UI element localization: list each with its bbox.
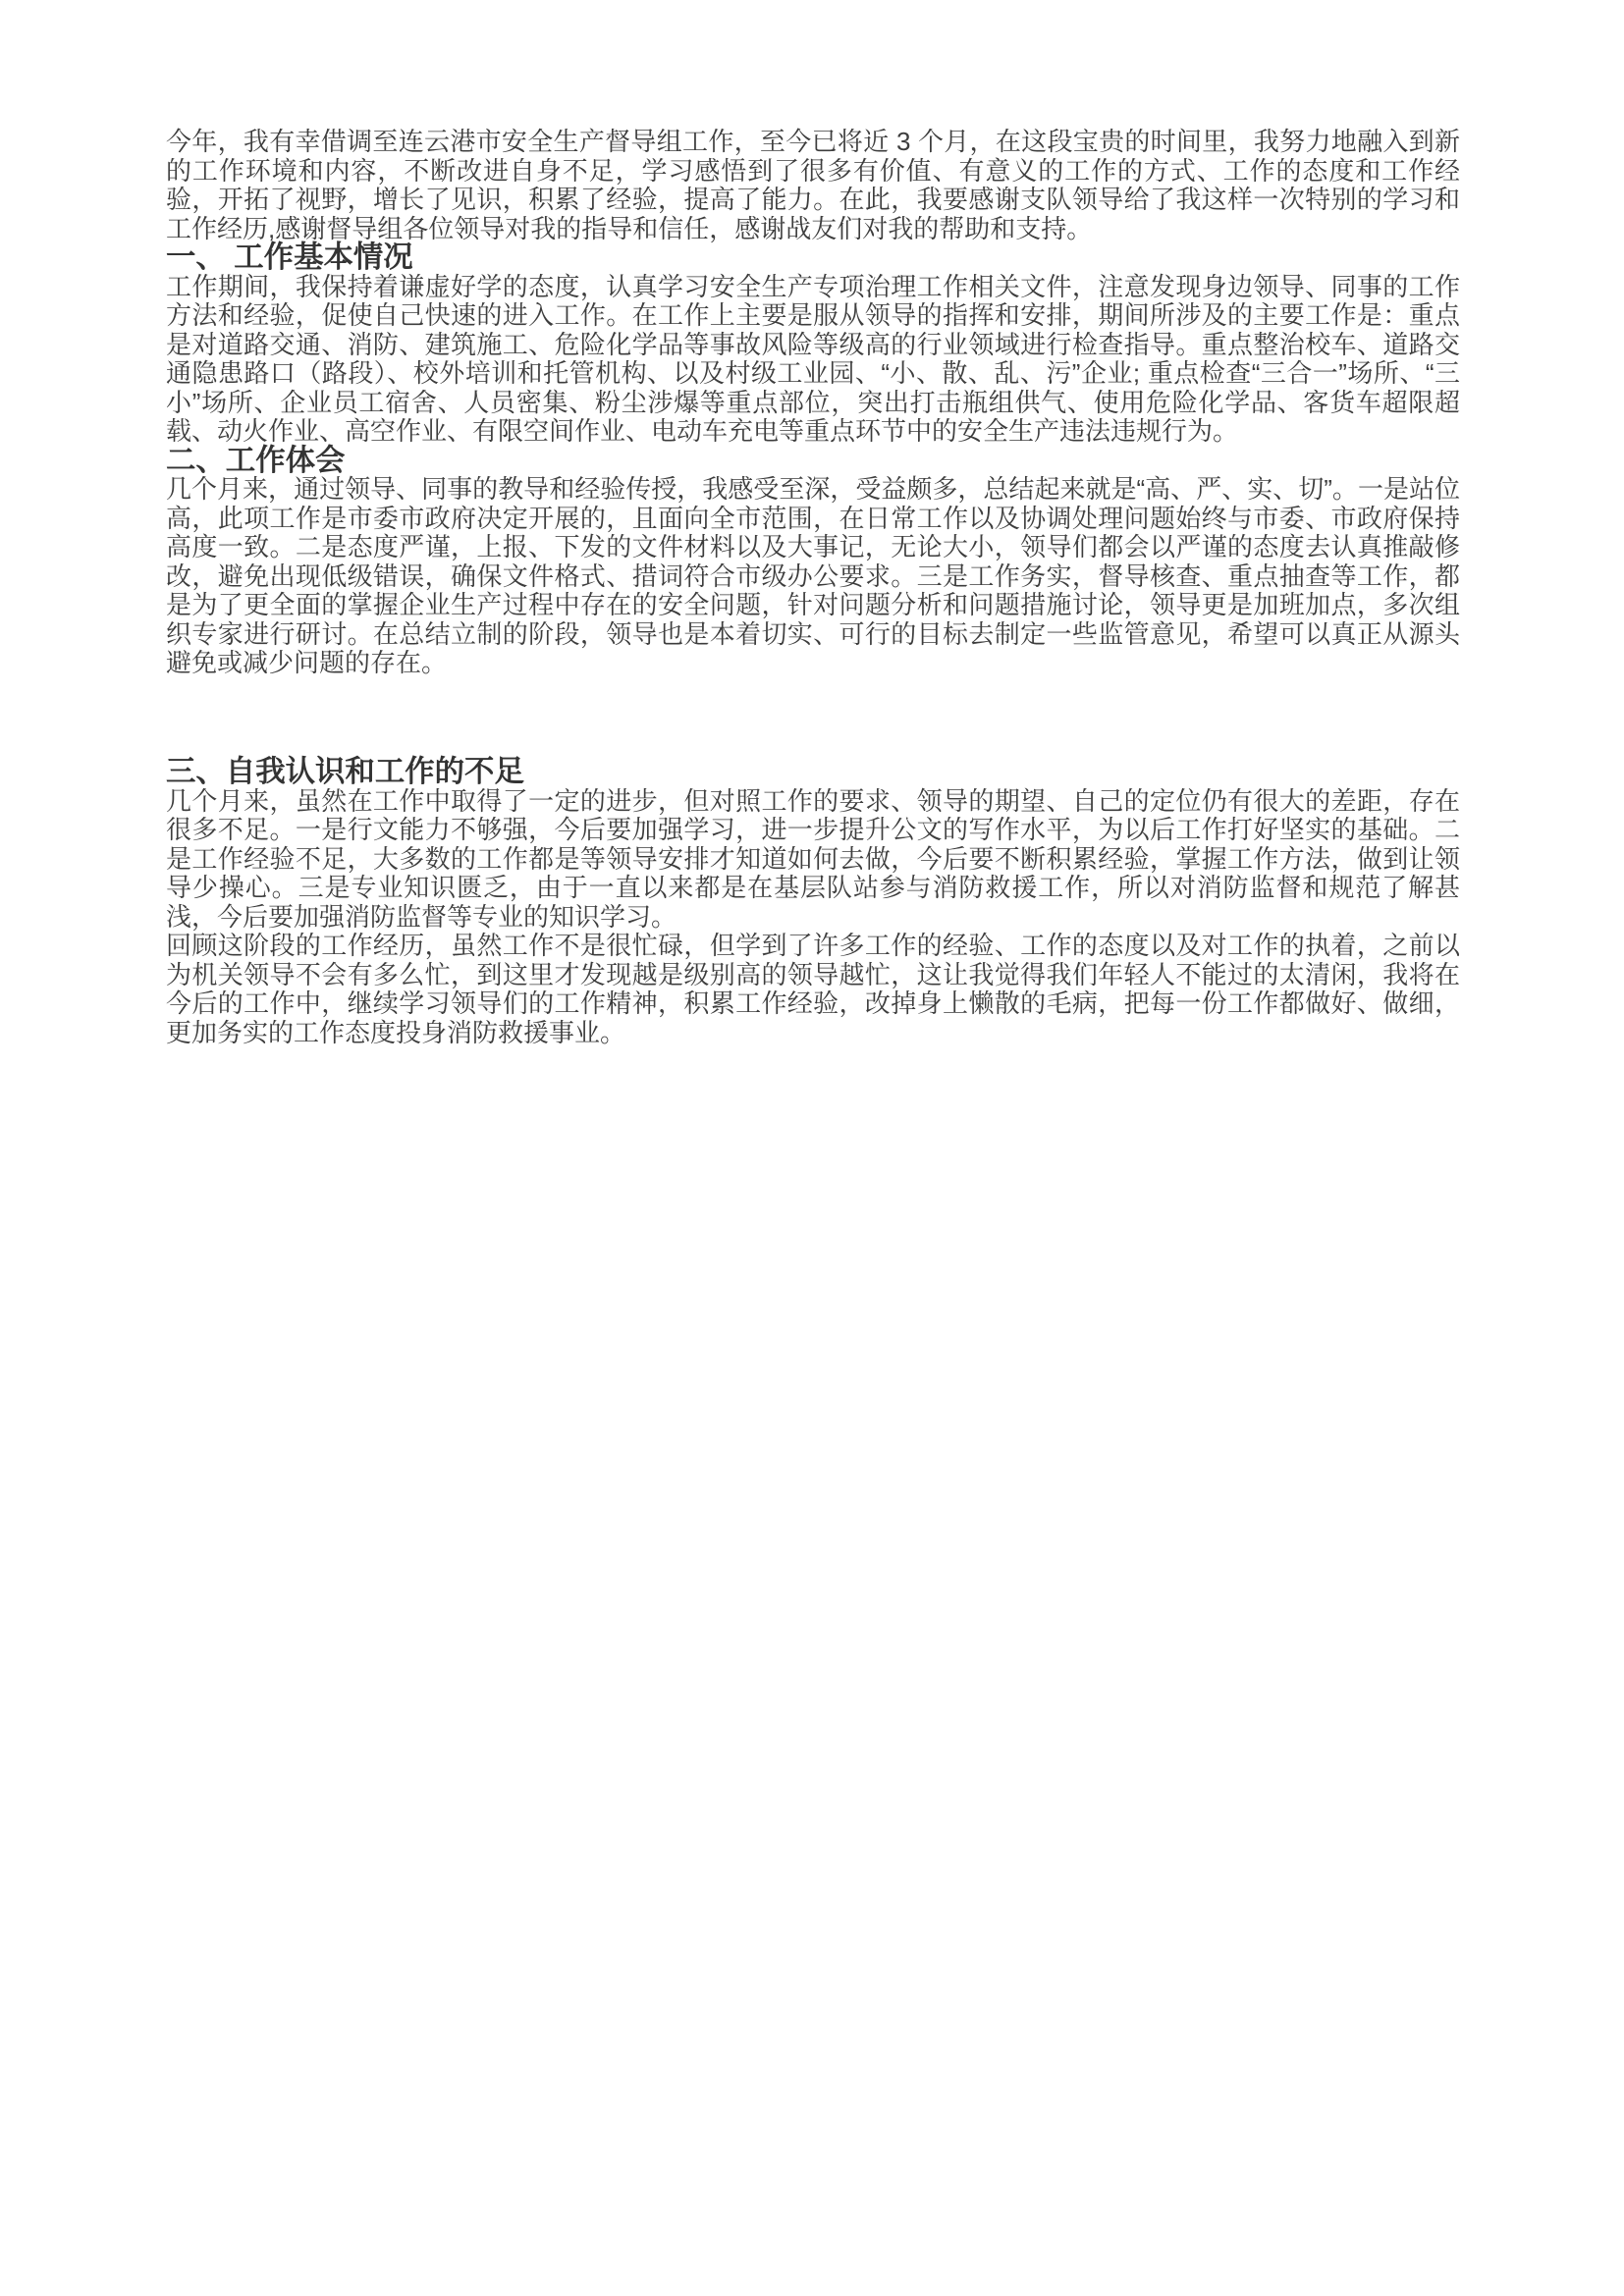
- body-paragraph: 几个月来，通过领导、同事的教导和经验传授，我感受至深，受益颇多，总结起来就是“高、严、实、切”。一是站位高，此项工作是市委市政府决定开展的，且面向全市范围，在日常工作以及协调处理问题始终与市委、市政府保持高度一致。二是态度严谨，上报、下发的文件材料以及大事记，无论大小，领导们都会以严谨的态度去认真推敲修改，避免出现低级错误，确保文件格式、措词符合市级办公要求。三是工作务实，督导核查、重点抽查等工作，都是为了更全面的掌握企业生产过程中存在的安全问题，针对问题分析和问题措施讨论，领导更是加班加点，多次组织专家进行研讨。在总结立制的阶段，领导也是本着切实、可行的目标去制定一些监管意见，希望可以真正从源头避免或减少问题的存在。: [166, 474, 1460, 677]
- document-content: [166, 128, 1460, 1047]
- body-paragraph: 几个月来，虽然在工作中取得了一定的进步，但对照工作的要求、领导的期望、自己的定位仍有很大的差距，存在很多不足。一是行文能力不够强，今后要加强学习，进一步提升公文的写作水平，为以后工作打好坚实的基础。二是工作经验不足，大多数的工作都是等领导安排才知道如何去做，今后要不断积累经验，掌握工作方法，做到让领导少操心。三是专业知识匮乏，由于一直以来都是在基层队站参与消防救援工作，所以对消防监督和规范了解甚浅，今后要加强消防监督等专业的知识学习。: [166, 785, 1460, 932]
- blank-line: [166, 704, 1460, 733]
- section-heading: 三、自我认识和工作的不足: [166, 755, 524, 788]
- section-heading: 二、工作体会: [166, 443, 346, 477]
- body-paragraph: 工作期间，我保持着谦虚好学的态度，认真学习安全生产专项治理工作相关文件，注意发现身边领导、同事的工作方法和经验，促使自己快速的进入工作。在工作上主要是服从领导的指挥和安排，期间所涉及的主要工作是：重点是对道路交通、消防、建筑施工、危险化学品等事故风险等级高的行业领域进行检查指导。重点整治校车、道路交通隐患路口（路段）、校外培训和托管机构、以及村级工业园、“小、散、乱、污”企业; 重点检查“三合一”场所、“三小”场所、企业员工宿舍、人员密集、粉尘涉爆等重点部位，突出打击瓶组供气、使用危险化学品、客货车超限超载、动火作业、高空作业、有限空间作业、电动车充电等重点环节中的安全生产违法违规行为。: [166, 271, 1460, 446]
- body-paragraph: 今年，我有幸借调至连云港市安全生产督导组工作，至今已将近 3 个月，在这段宝贵的时间里，我努力地融入到新的工作环境和内容，不断改进自身不足，学习感悟到了很多有价值、有意义的工作的方式、工作的态度和工作经验，开拓了视野，增长了见识，积累了经验，提高了能力。在此，我要感谢支队领导给了我这样一次特别的学习和工作经历,感谢督导组各位领导对我的指导和信任，感谢战友们对我的帮助和支持。: [166, 127, 1460, 243]
- body-paragraph: 回顾这阶段的工作经历，虽然工作不是很忙碌，但学到了许多工作的经验、工作的态度以及对工作的执着，之前以为机关领导不会有多么忙，到这里才发现越是级别高的领导越忙，这让我觉得我们年轻人不能过的太清闲，我将在今后的工作中，继续学习领导们的工作精神，积累工作经验，改掉身上懒散的毛病，把每一份工作都做好、做细，更加务实的工作态度投身消防救援事业。: [166, 931, 1460, 1047]
- section-heading: 一、 工作基本情况: [166, 240, 413, 274]
